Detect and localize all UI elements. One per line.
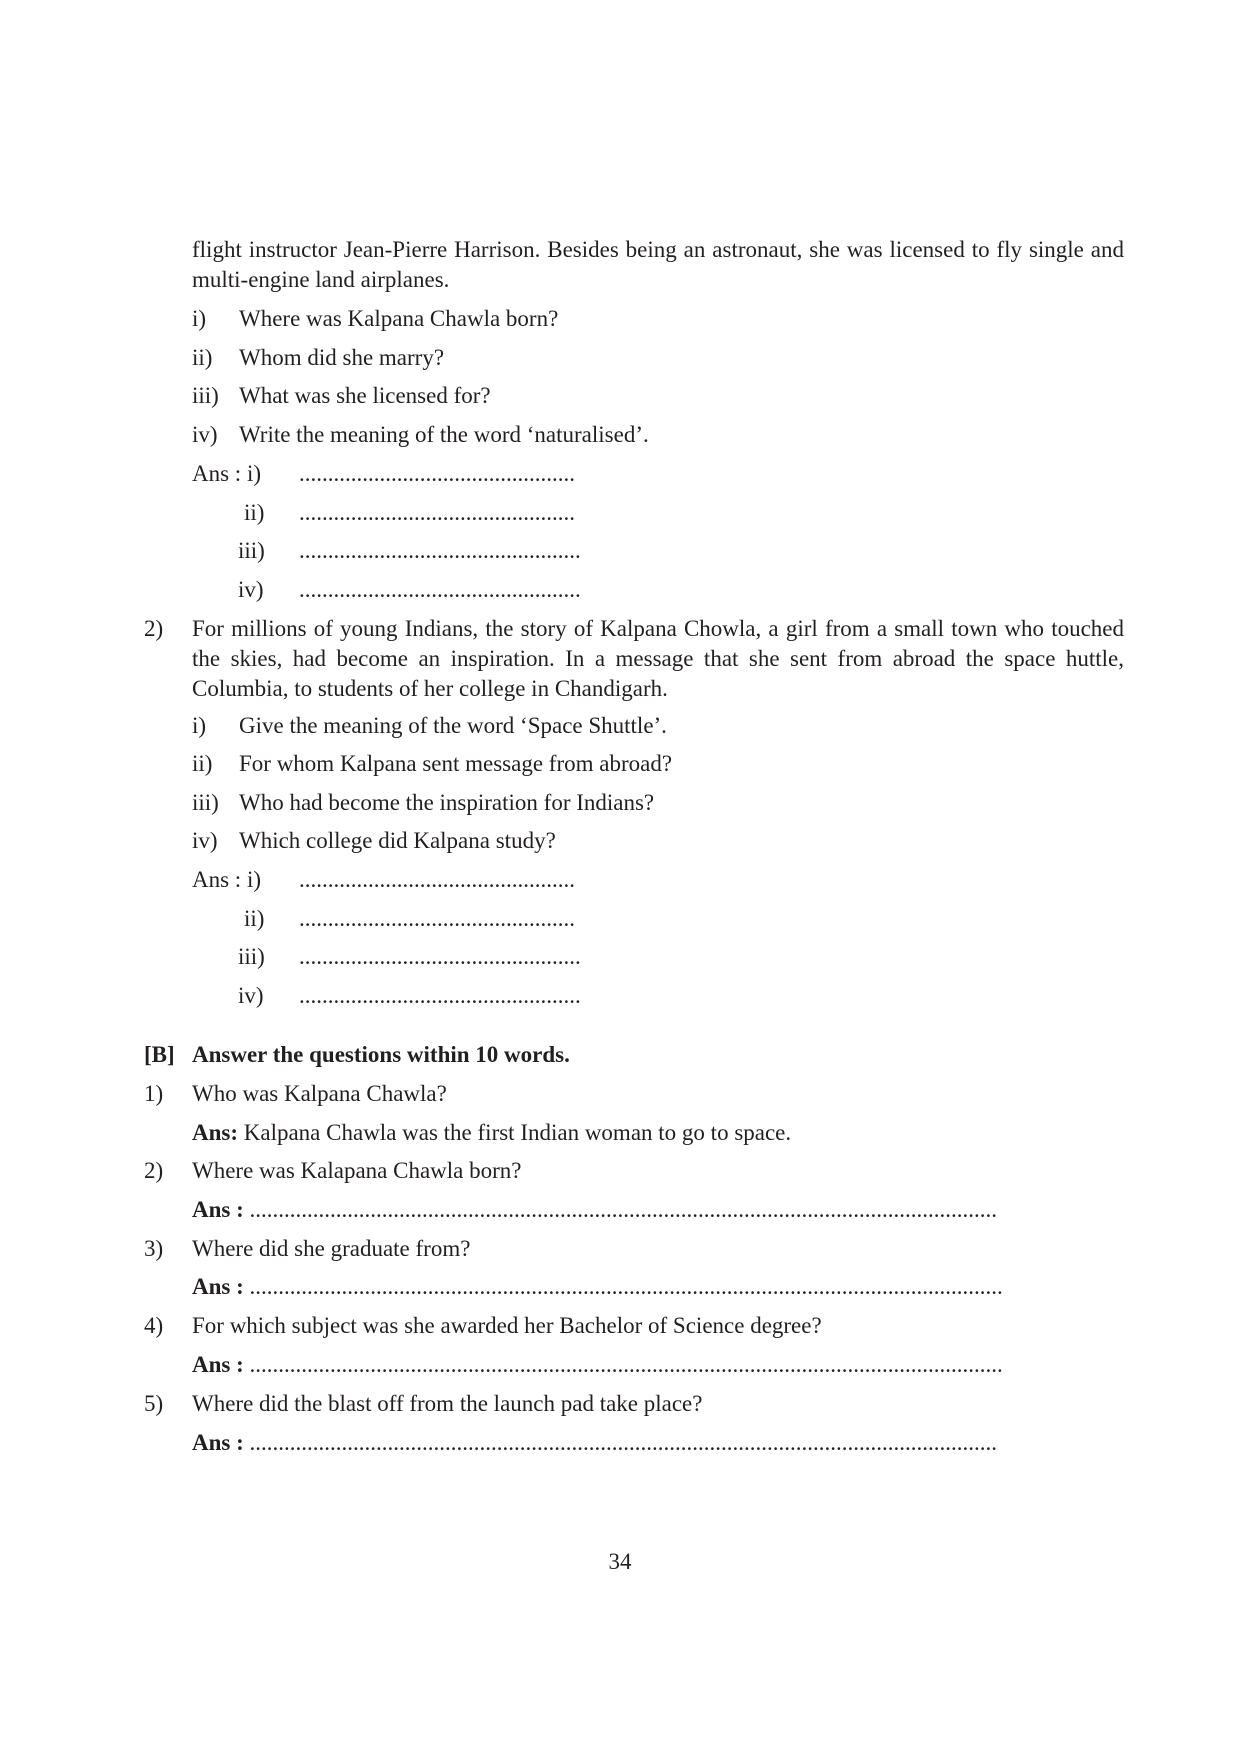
sb-answer-row <box>192 1118 791 1148</box>
section-b-heading: Answer the questions within 10 words. <box>192 1042 570 1067</box>
sb-question-num: 5) <box>144 1391 164 1416</box>
sb-answer-row <box>192 1350 1117 1380</box>
sb-answer-blank[interactable]: ................................................................................................................................... <box>249 1274 1003 1299</box>
passage1-continuation: flight instructor Jean-Pierre Harrison. Besides being an astronaut, she was licensed to fly single and multi-engine land airplanes. <box>192 237 1124 292</box>
p2-question-num: i) <box>192 713 207 738</box>
sb-question-num: 3) <box>144 1236 164 1261</box>
p2-answer-blank[interactable]: ................................................. <box>299 944 581 969</box>
p2-question-text: For whom Kalpana sent message from abroad? <box>239 751 673 776</box>
sb-answer-blank[interactable]: .................................................................................................................................. <box>249 1197 998 1222</box>
sb-answer-label: Ans : <box>192 1430 244 1455</box>
p1-answer-blank[interactable]: ................................................. <box>299 577 581 602</box>
sb-answer-blank[interactable]: .................................................................................................................................. <box>249 1430 998 1455</box>
p1-answer-num: ii) <box>244 500 265 525</box>
p1-answer-prefix: Ans : i) <box>192 461 261 486</box>
sb-question-text: Where did the blast off from the launch pad take place? <box>192 1391 703 1416</box>
sb-answer-label: Ans: <box>192 1120 239 1145</box>
sb-answer-label: Ans : <box>192 1352 244 1377</box>
sb-question-num: 2) <box>144 1158 164 1183</box>
p2-answer-blank[interactable]: ................................................ <box>299 867 575 892</box>
p2-answer-num: iv) <box>238 983 264 1008</box>
passage2-number: 2) <box>144 616 164 641</box>
p2-question-text: Which college did Kalpana study? <box>239 828 556 853</box>
p1-answer-blank[interactable]: ................................................ <box>299 461 575 486</box>
p1-question-text: Write the meaning of the word ‘naturalised’. <box>239 422 649 447</box>
p2-answer-blank[interactable]: ................................................. <box>299 983 581 1008</box>
p2-question-num: ii) <box>192 751 213 776</box>
sb-question-text: Where did she graduate from? <box>192 1236 471 1261</box>
page-number: 34 <box>608 1549 632 1574</box>
p2-question-text: Who had become the inspiration for Indians? <box>239 790 655 815</box>
p1-question-text: Whom did she marry? <box>239 345 445 370</box>
sb-question-num: 1) <box>144 1081 164 1106</box>
sb-question-text: Who was Kalpana Chawla? <box>192 1081 447 1106</box>
sb-answer-text: Kalpana Chawla was the first Indian woman to go to space. <box>243 1120 792 1145</box>
p1-answer-blank[interactable]: ................................................ <box>299 500 575 525</box>
p2-question-text: Give the meaning of the word ‘Space Shuttle’. <box>239 713 667 738</box>
p2-answer-num: ii) <box>244 906 265 931</box>
sb-question-num: 4) <box>144 1313 164 1338</box>
p2-answer-blank[interactable]: ................................................ <box>299 906 575 931</box>
sb-answer-label: Ans : <box>192 1274 244 1299</box>
p1-question-num: iii) <box>192 383 219 408</box>
passage2-text: For millions of young Indians, the story of Kalpana Chowla, a girl from a small town who touched the skies, had become an inspiration. In a message that she sent from abroad the space huttle, Columbia, to students of her college in Chandigarh. <box>192 616 1124 701</box>
p2-answer-prefix: Ans : i) <box>192 867 261 892</box>
p1-question-text: What was she licensed for? <box>239 383 491 408</box>
sb-answer-row <box>192 1195 1112 1225</box>
p2-question-num: iii) <box>192 790 219 815</box>
p1-question-num: i) <box>192 306 207 331</box>
p2-answer-num: iii) <box>238 944 265 969</box>
p1-question-num: ii) <box>192 345 213 370</box>
sb-answer-row <box>192 1272 1117 1302</box>
p1-answer-num: iv) <box>238 577 264 602</box>
p1-answer-blank[interactable]: ................................................. <box>299 538 581 563</box>
p1-question-text: Where was Kalpana Chawla born? <box>239 306 559 331</box>
sb-question-text: Where was Kalapana Chawla born? <box>192 1158 522 1183</box>
sb-answer-blank[interactable]: ................................................................................................................................... <box>249 1352 1003 1377</box>
p2-question-num: iv) <box>192 828 218 853</box>
sb-answer-label: Ans : <box>192 1197 244 1222</box>
sb-question-text: For which subject was she awarded her Bachelor of Science degree? <box>192 1313 822 1338</box>
p1-answer-num: iii) <box>238 538 265 563</box>
sb-answer-row <box>192 1428 1112 1458</box>
p1-question-num: iv) <box>192 422 218 447</box>
section-b-label: [B] <box>144 1042 175 1067</box>
